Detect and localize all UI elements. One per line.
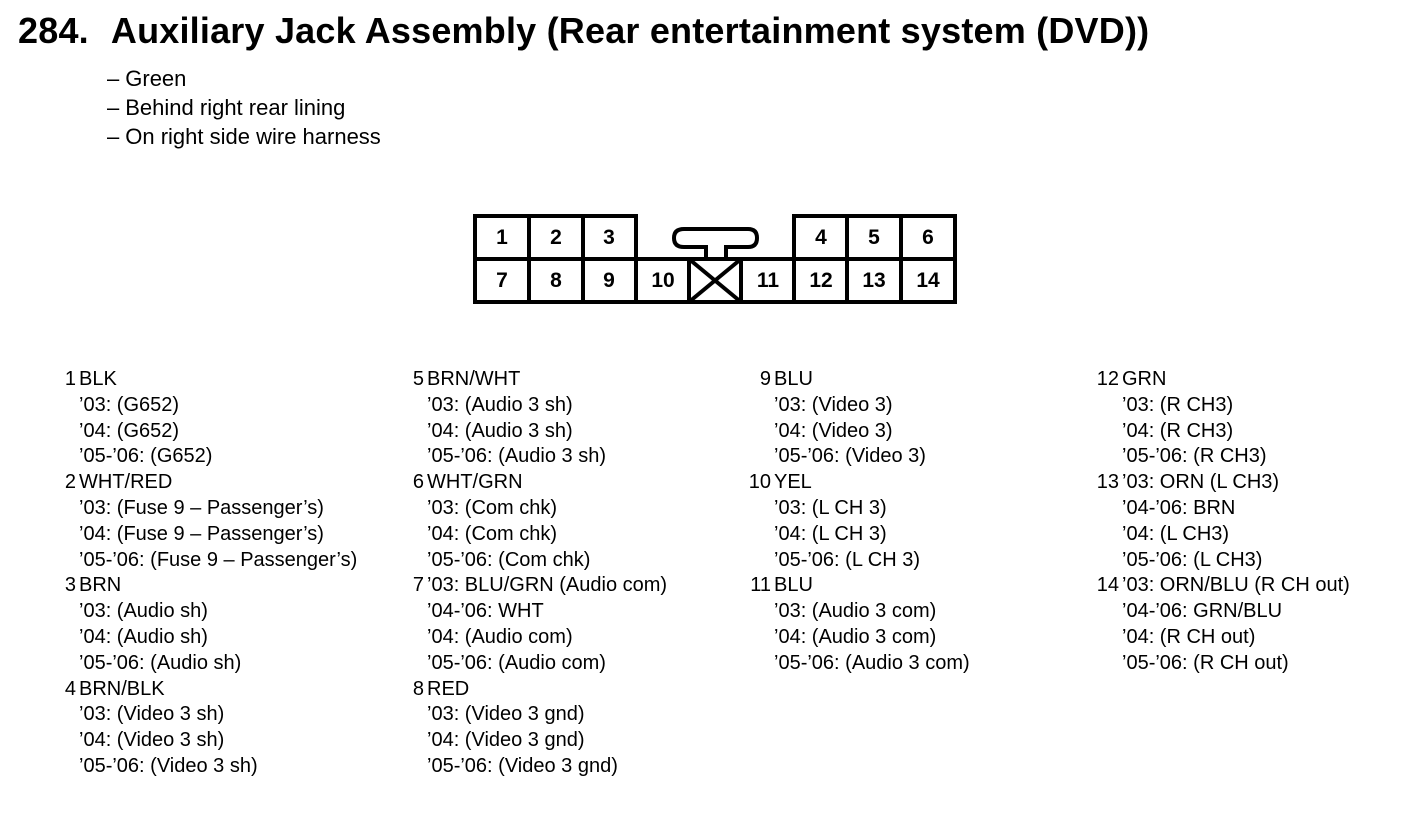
pin-text: BRN/WHT (427, 368, 521, 390)
pin-text: ’04: (R CH3) (1122, 419, 1234, 442)
pin-text: ’04-’06: BRN (1122, 496, 1236, 519)
pin-text: ’04: (R CH out) (1122, 625, 1256, 648)
pin-text: ’04: (Com chk) (427, 522, 558, 545)
pin-text: ’04: (G652) (79, 419, 180, 442)
pin-label: 14 (916, 269, 940, 292)
note-item: – Behind right rear lining (107, 95, 346, 120)
pin-text: ’03: (Fuse 9 – Passenger’s) (79, 496, 324, 519)
pin-text: ’05-’06: (Video 3) (774, 445, 926, 468)
pin-text: ’03: (Video 3) (774, 393, 893, 416)
pin-text: ’05-’06: (R CH out) (1122, 651, 1289, 674)
pin-number: 13 (1096, 471, 1119, 494)
pin-text: WHT/RED (79, 471, 173, 494)
pin-text: RED (427, 677, 470, 700)
pin-text: BRN/BLK (79, 677, 165, 700)
pin-text: ’03: (Audio 3 com) (774, 600, 937, 623)
pin-text: ’05-’06: (R CH3) (1122, 445, 1267, 468)
pin-number: 7 (412, 574, 424, 597)
pin-text: ’04-’06: WHT (427, 600, 544, 623)
pin-label: 11 (756, 269, 780, 292)
pin-text: ’05-’06: (Audio 3 com) (774, 651, 970, 674)
pin-label: 8 (550, 269, 562, 292)
pin-text: ’05-’06: (Audio com) (427, 651, 606, 674)
pin-text: ’05-’06: (Com chk) (427, 548, 591, 571)
pin-text: ’03: (Video 3 sh) (79, 703, 225, 726)
pin-text: ’03: (G652) (79, 393, 180, 416)
pin-text: ’04: (L CH 3) (774, 522, 887, 545)
pin-number: 6 (412, 471, 424, 494)
pin-number: 14 (1096, 574, 1119, 597)
pin-number: 12 (1096, 368, 1119, 390)
pin-number: 4 (64, 677, 76, 700)
lock-tab (674, 229, 757, 259)
pin-label: 5 (868, 226, 880, 249)
pin-text: ’05-’06: (Video 3 sh) (79, 754, 258, 777)
pin-text: ’04: (Audio com) (427, 625, 573, 648)
pin-text: ’04: (L CH3) (1122, 522, 1230, 545)
pin-text: YEL (774, 471, 812, 494)
pin-text: ’03: (L CH 3) (774, 496, 887, 519)
pin-text: ’04: (Audio sh) (79, 625, 208, 648)
pin-text: ’03: (R CH3) (1122, 393, 1234, 416)
pin-number: 10 (748, 471, 771, 494)
pin-text: ’03: BLU/GRN (Audio com) (427, 574, 668, 597)
pin-label: 7 (496, 269, 508, 292)
pin-text: BLU (774, 574, 813, 597)
pin-text: ’03: (Audio sh) (79, 600, 208, 623)
pin-number: 11 (750, 574, 771, 597)
pin-number: 3 (64, 574, 76, 597)
pin-text: ’03: (Video 3 gnd) (427, 703, 585, 726)
note-item: – On right side wire harness (107, 124, 381, 149)
pin-number: 8 (412, 677, 424, 700)
pin-text: GRN (1122, 368, 1167, 390)
pin-text: ’05-’06: (G652) (79, 445, 213, 468)
pin-number: 1 (64, 368, 76, 390)
pin-text: ’04-’06: GRN/BLU (1122, 600, 1283, 623)
pin-label: 1 (496, 226, 508, 249)
pin-text: ’05-’06: (Video 3 gnd) (427, 754, 618, 777)
pin-text: ’04: (Fuse 9 – Passenger’s) (79, 522, 324, 545)
pin-label: 4 (815, 226, 827, 249)
pin-label: 9 (603, 269, 615, 292)
pin-text: BLU (774, 368, 813, 390)
pin-number: 5 (412, 368, 424, 390)
pin-text: ’04: (Audio 3 com) (774, 625, 937, 648)
pin-text: ’05-’06: (L CH 3) (774, 548, 920, 571)
pin-text: ’03: (Audio 3 sh) (427, 393, 573, 416)
pin-text: WHT/GRN (427, 471, 523, 494)
pin-text: ’05-’06: (Audio sh) (79, 651, 242, 674)
pin-text: BLK (79, 368, 117, 390)
pin-text: ’04: (Video 3 gnd) (427, 729, 585, 752)
pin-text: ’04: (Video 3) (774, 419, 893, 442)
pin-text: BRN (79, 574, 122, 597)
title-number: 284. (18, 10, 89, 51)
pin-label: 6 (922, 226, 934, 249)
pin-label: 3 (603, 226, 615, 249)
pin-text: ’03: (Com chk) (427, 496, 558, 519)
pin-text: ’04: (Video 3 sh) (79, 729, 225, 752)
pin-number: 9 (759, 368, 771, 390)
pin-label: 13 (862, 269, 886, 292)
pin-label: 12 (809, 269, 833, 292)
note-item: – Green (107, 66, 187, 91)
pin-text: ’03: ORN (L CH3) (1122, 471, 1280, 494)
title-text: Auxiliary Jack Assembly (Rear entertainment system (DVD)) (110, 10, 1150, 51)
pin-label: 10 (651, 269, 675, 292)
pin-text: ’04: (Audio 3 sh) (427, 419, 573, 442)
pin-label: 2 (550, 226, 562, 249)
pin-text: ’03: ORN/BLU (R CH out) (1122, 574, 1350, 597)
pin-number: 2 (64, 471, 76, 494)
pin-text: ’05-’06: (Audio 3 sh) (427, 445, 606, 468)
pin-text: ’05-’06: (L CH3) (1122, 548, 1263, 571)
pin-text: ’05-’06: (Fuse 9 – Passenger’s) (79, 548, 358, 571)
